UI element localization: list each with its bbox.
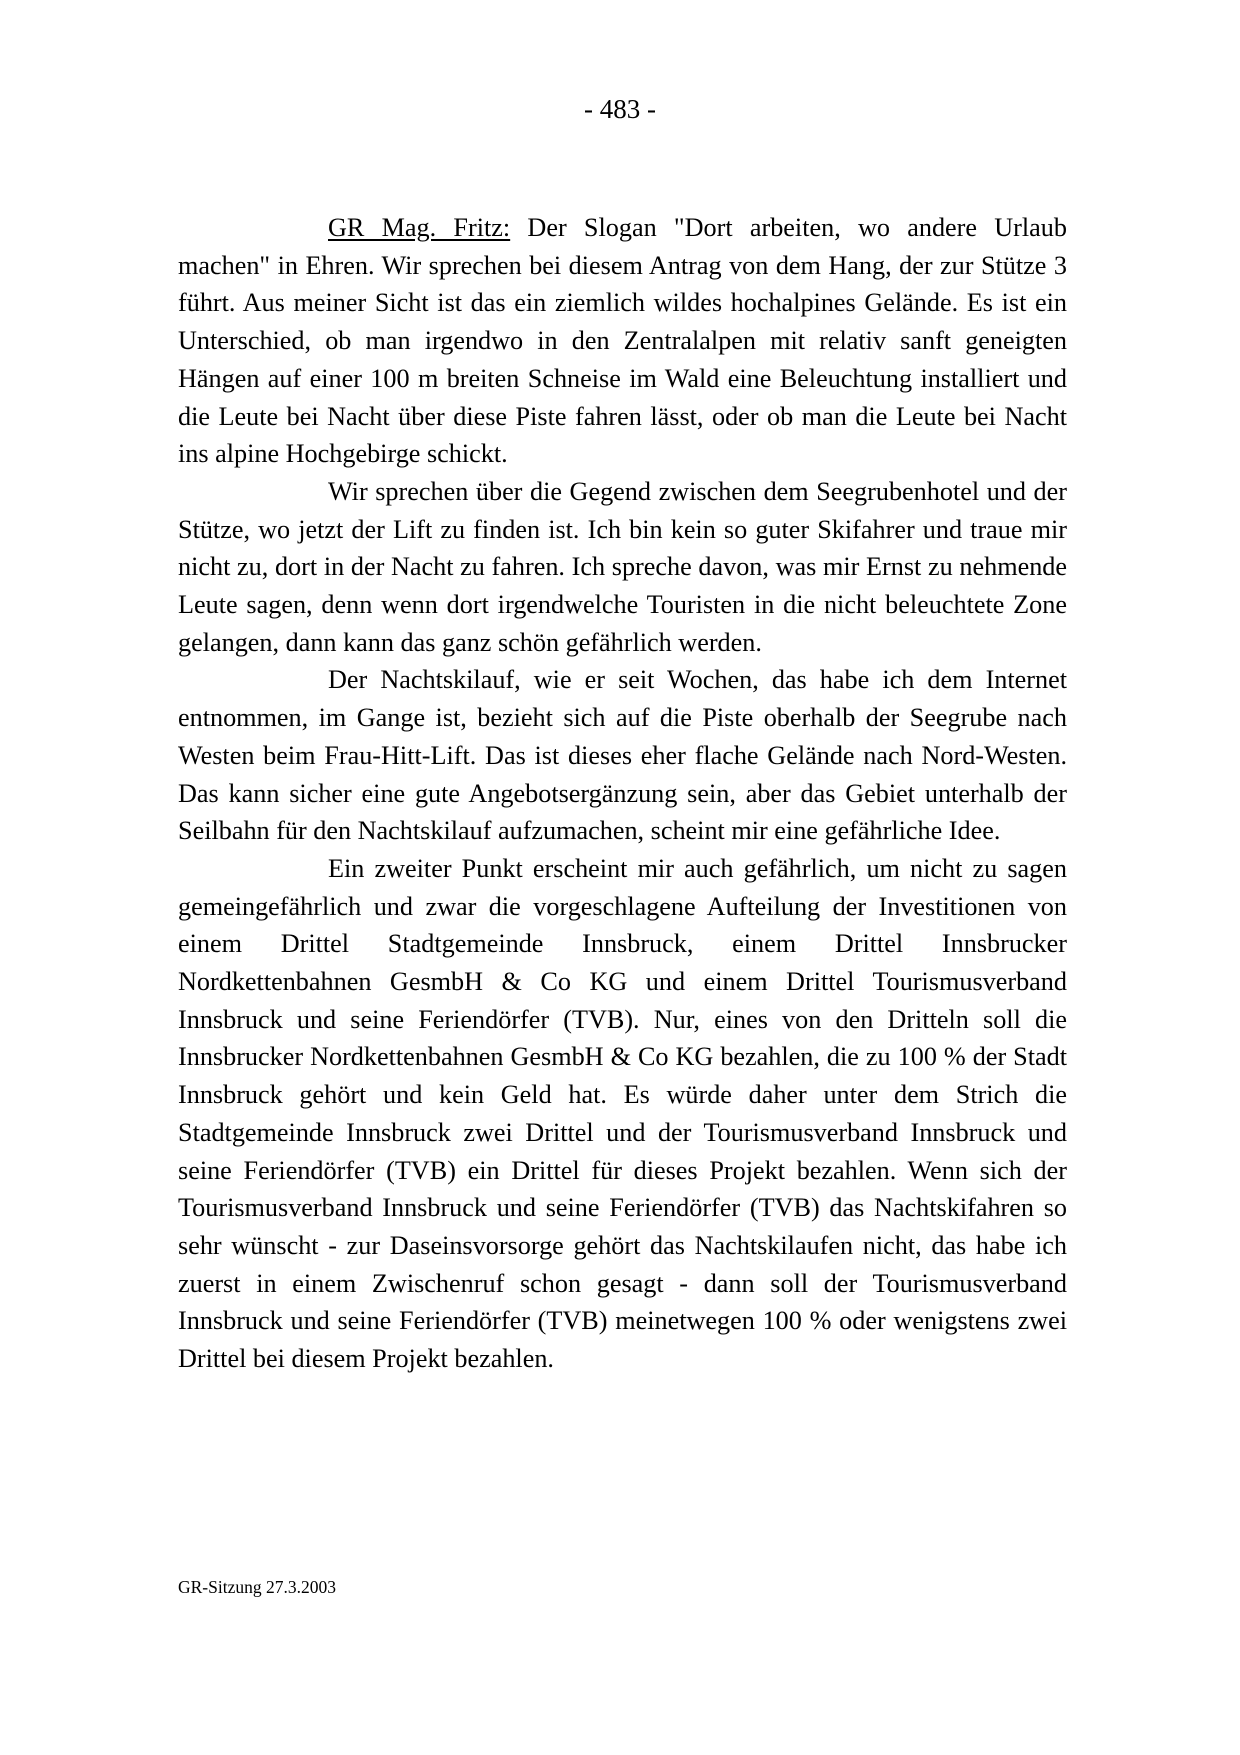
page-number: - 483 -	[584, 94, 656, 124]
speaker-name: GR Mag. Fritz:	[328, 213, 511, 242]
paragraph-2: Wir sprechen über die Gegend zwischen dem Seegrubenhotel und der Stütze, wo jetzt der Lift zu finden ist. Ich bin kein so guter Skifahrer und traue mir nicht zu, dort in der Nacht zu fahren. Ich spreche davon, was mir Ernst zu nehmende Leute sagen, denn wenn dort irgendwelche Touristen in die nicht beleuchtete Zone gelangen, dann kann das ganz schön gefährlich werden.	[178, 476, 1067, 657]
paragraph-1	[178, 209, 1067, 473]
speech-body	[178, 209, 1067, 1378]
paragraph-4: Ein zweiter Punkt erscheint mir auch gefährlich, um nicht zu sagen gemeingefährlich und zwar die vorgeschlagene Aufteilung der Investitionen von einem Drittel Stadtgemeinde Innsbruck, einem Drittel Innsbrucker Nordkettenbahnen GesmbH & Co KG und einem Drittel Tourismusverband Innsbruck und seine Feriendörfer (TVB). Nur, eines von den Dritteln soll die Innsbrucker Nordkettenbahnen GesmbH & Co KG bezahlen, die zu 100 % der Stadt Innsbruck gehört und kein Geld hat. Es würde daher unter dem Strich die Stadtgemeinde Innsbruck zwei Drittel und der Tourismusverband Innsbruck und seine Feriendörfer (TVB) ein Drittel für dieses Projekt bezahlen. Wenn sich der Tourismusverband Innsbruck und seine Feriendörfer (TVB) das Nachtskifahren so sehr wünscht - zur Daseinsvorsorge gehört das Nachtskilaufen nicht, das habe ich zuerst in einem Zwischenruf schon gesagt - dann soll der Tourismusverband Innsbruck und seine Feriendörfer (TVB) meinetwegen 100 % oder wenigstens zwei Drittel bei diesem Projekt bezahlen.	[178, 853, 1067, 1374]
paragraph-3: Der Nachtskilauf, wie er seit Wochen, das habe ich dem Internet entnommen, im Gange ist, bezieht sich auf die Piste oberhalb der Seegrube nach Westen beim Frau-Hitt-Lift. Das ist dieses eher flache Gelände nach Nord-Westen. Das kann sicher eine gute Angebotsergänzung sein, aber das Gebiet unterhalb der Seilbahn für den Nachtskilauf aufzumachen, scheint mir eine gefährliche Idee.	[178, 665, 1067, 846]
footer-session-date: GR-Sitzung 27.3.2003	[178, 1577, 336, 1597]
paragraph-1-text: Der Slogan "Dort arbeiten, wo andere Urlaub machen" in Ehren. Wir sprechen bei diesem Antrag von dem Hang, der zur Stütze 3 führt. Aus meiner Sicht ist das ein ziemlich wildes hochalpines Gelände. Es ist ein Unterschied, ob man irgendwo in den Zentralalpen mit relativ sanft geneigten Hängen auf einer 100 m breiten Schneise im Wald eine Beleuchtung installiert und die Leute bei Nacht über diese Piste fahren lässt, oder ob man die Leute bei Nacht ins alpine Hochgebirge schickt.	[178, 213, 1067, 469]
